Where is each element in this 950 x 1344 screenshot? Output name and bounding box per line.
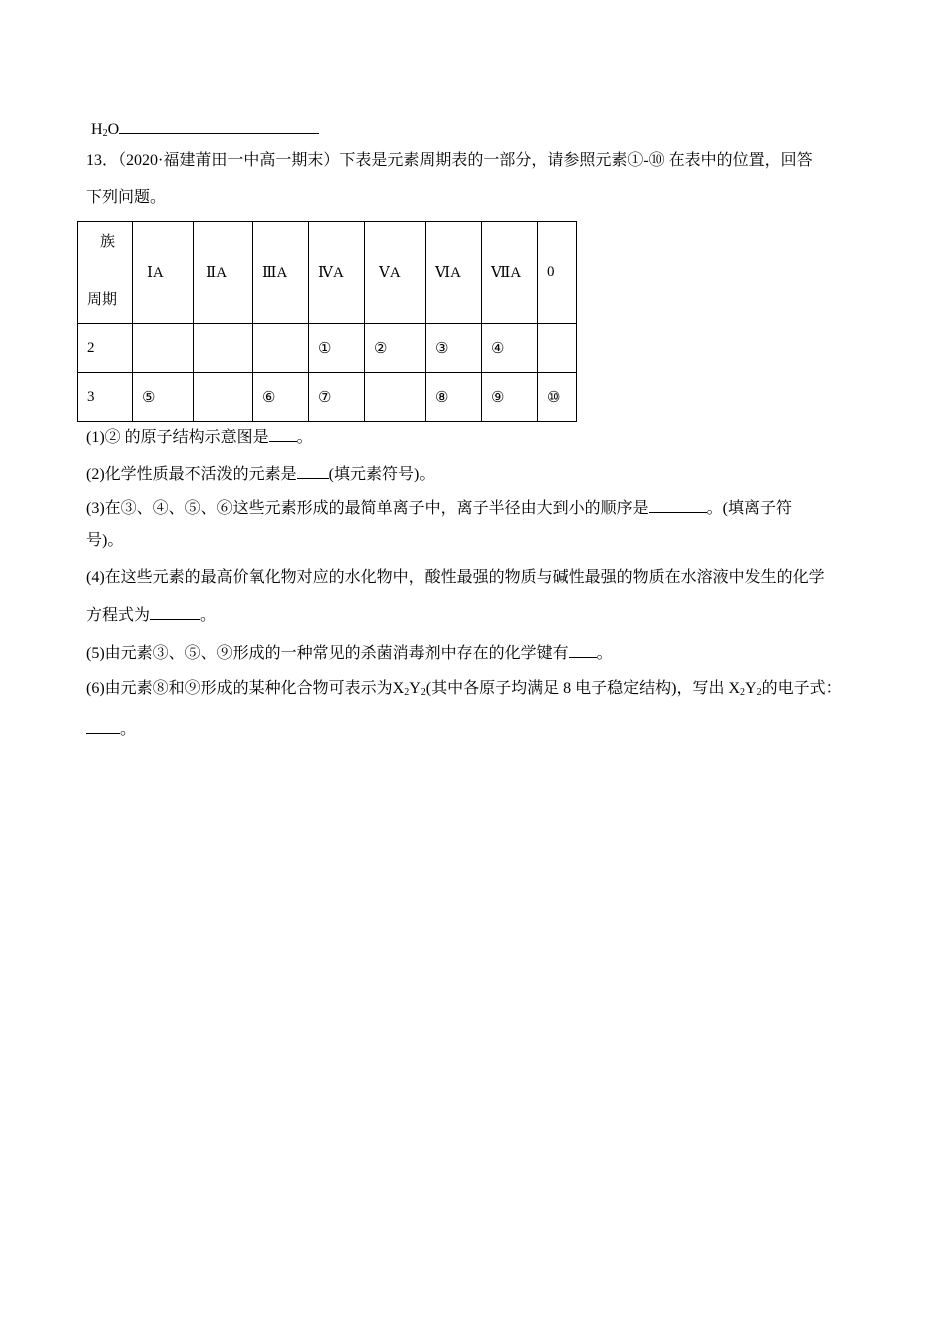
group-header: ⅣA — [309, 222, 365, 324]
group-header: ⅡA — [194, 222, 253, 324]
answer-blank[interactable] — [119, 117, 319, 134]
element-cell: ⑥ — [253, 373, 309, 422]
element-cell: ⑦ — [309, 373, 365, 422]
group-header: ⅤA — [365, 222, 426, 324]
subscript: 2 — [740, 687, 746, 698]
element-cell: ⑨ — [482, 373, 538, 422]
subquestion-6 — [86, 679, 842, 699]
formula: X — [728, 680, 741, 697]
element-cell — [538, 324, 577, 373]
answer-blank[interactable] — [649, 496, 707, 513]
subquestion-4: (4)在这些元素的最高价氧化物对应的水化物中，酸性最强的物质与碱性最强的物质在水溶液中发生的化学 — [86, 569, 825, 586]
answer-blank[interactable] — [297, 462, 329, 479]
group-label: 族 — [100, 234, 116, 250]
element-cell — [365, 373, 426, 422]
subscript: 2 — [404, 687, 410, 698]
answer-blank[interactable] — [86, 717, 120, 734]
element-cell — [133, 324, 194, 373]
group-header: ⅠA — [133, 222, 194, 324]
answer-blank[interactable] — [569, 641, 597, 658]
element-cell — [194, 324, 253, 373]
subquestion-5 — [86, 641, 613, 664]
text: 。 — [120, 721, 137, 738]
question-text: （2020·福建莆田一中高一期末）下表是元素周期表的一部分，请参照元素①-⑩ 在表中的位置，回答 — [118, 152, 813, 169]
text: 的电子式： — [761, 680, 842, 697]
question-13-line2: 下列问题。 — [86, 189, 167, 206]
formula: Y — [409, 680, 421, 697]
subquestion-3-cont: 号)。 — [86, 532, 124, 549]
text: (6)由元素⑧和⑨形成的某种化合物可表示为 — [86, 680, 393, 697]
formula: H — [91, 121, 103, 138]
subquestion-1 — [86, 425, 313, 448]
element-cell — [253, 324, 309, 373]
text: 方程式为 — [86, 607, 151, 624]
text: (5)由元素③、⑤、⑨形成的一种常见的杀菌消毒剂中存在的化学键有 — [86, 645, 569, 662]
question-13-line1 — [86, 151, 813, 171]
period-cell: 3 — [78, 373, 133, 422]
text: 。 — [200, 607, 217, 624]
table-row — [78, 373, 577, 422]
periodic-table — [77, 221, 577, 422]
text: (3)在③、④、⑤、⑥这些元素形成的最简单离子中，离子半径由大到小的顺序是 — [86, 500, 649, 517]
text: (其中各原子均满足 8 电子稳定结构)，写出 — [425, 680, 729, 697]
subscript: 2 — [420, 687, 426, 698]
formula: X — [392, 680, 405, 697]
element-cell: ⑧ — [426, 373, 482, 422]
subquestion-4-cont — [86, 603, 216, 626]
group-header: ⅥA — [426, 222, 482, 324]
table-row — [78, 324, 577, 373]
element-cell: ⑤ — [133, 373, 194, 422]
text: 。(填离子符 — [706, 500, 793, 517]
text: 。 — [296, 429, 313, 446]
formula: O — [107, 121, 120, 138]
group-header: ⅦA — [482, 222, 538, 324]
element-cell: ① — [309, 324, 365, 373]
text: (2)化学性质最不活泼的元素是 — [86, 466, 297, 483]
subquestion-3 — [86, 496, 792, 519]
answer-blank[interactable] — [150, 603, 200, 620]
text: (1)② 的原子结构示意图是 — [86, 429, 269, 446]
text: 。 — [596, 645, 613, 662]
table-header-row — [78, 222, 577, 324]
answer-blank[interactable] — [269, 425, 297, 442]
element-cell: ② — [365, 324, 426, 373]
subquestion-2 — [86, 462, 435, 485]
formula: Y — [745, 680, 757, 697]
subscript: 2 — [102, 128, 108, 139]
group-header: ⅢA — [253, 222, 309, 324]
corner-cell — [78, 222, 133, 324]
subscript: 2 — [756, 687, 762, 698]
period-cell: 2 — [78, 324, 133, 373]
element-cell: ④ — [482, 324, 538, 373]
period-label: 周期 — [87, 292, 118, 308]
subquestion-6-cont — [86, 717, 136, 740]
question-number: 13． — [86, 152, 119, 169]
element-cell — [194, 373, 253, 422]
group-header: 0 — [538, 222, 577, 324]
element-cell: ③ — [426, 324, 482, 373]
h2o-answer-line — [91, 117, 319, 140]
text: (填元素符号)。 — [328, 466, 436, 483]
element-cell: ⑩ — [538, 373, 577, 422]
